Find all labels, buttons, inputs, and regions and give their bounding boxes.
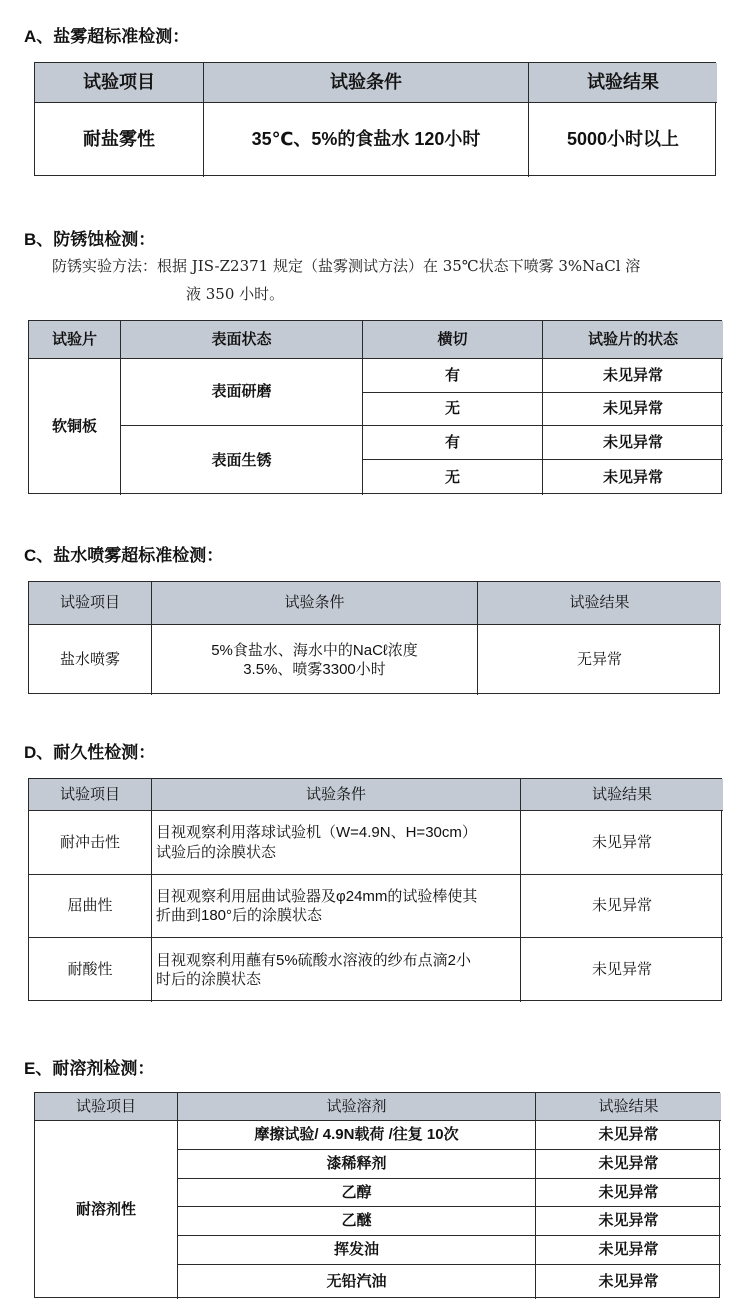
section-c-heading: C、盐水喷雾超标准检测： bbox=[24, 546, 224, 565]
salt-spray-table bbox=[28, 581, 720, 694]
test-method-description-cont: 液 350 小时。 bbox=[186, 285, 285, 303]
table-cell: 未见异常 bbox=[536, 1150, 721, 1179]
table-cell: 未见异常 bbox=[602, 468, 663, 486]
table-cell: 35℃、5%的食盐水 120小时 bbox=[204, 103, 529, 177]
table-cell: 无铅汽油 bbox=[178, 1265, 536, 1299]
table-cell: 耐冲击性 bbox=[29, 811, 152, 875]
condition-cell bbox=[152, 875, 521, 938]
table-header-cell: 试验结果 bbox=[478, 582, 721, 625]
table-cell: 无异常 bbox=[576, 651, 622, 669]
condition-cell bbox=[152, 938, 521, 1002]
table-cell: 未见异常 bbox=[543, 359, 723, 393]
table-header-cell: 试验项目 bbox=[35, 63, 204, 103]
section-d-heading: D、耐久性检测： bbox=[24, 743, 156, 762]
condition-line: 目视观察利用落球试验机（W=4.9N、H=30cm） bbox=[156, 824, 477, 841]
section-e-heading: E、耐溶剂检测： bbox=[24, 1059, 155, 1078]
table-header-cell: 试验条件 bbox=[152, 779, 521, 811]
table-header-cell: 试验片的状态 bbox=[543, 321, 723, 359]
table-cell: 屈曲性 bbox=[29, 875, 152, 938]
salt-fog-table bbox=[34, 62, 716, 176]
condition-line: 目视观察利用蘸有5%硫酸水溶液的纱布点滴2小 bbox=[156, 951, 472, 969]
table-cell: 未见异常 bbox=[591, 961, 652, 979]
condition-cell bbox=[152, 625, 478, 695]
condition-line: 3.5%、喷雾3300小时 bbox=[243, 661, 386, 678]
solvent-table bbox=[34, 1092, 720, 1298]
item-cell: 耐溶剂性 bbox=[35, 1121, 178, 1299]
table-header-cell: 试验项目 bbox=[29, 582, 152, 625]
section-a-heading: A、盐雾超标准检测： bbox=[24, 27, 190, 46]
test-method-description: 防锈实验方法：根据 JIS-Z2371 规定（盐雾测试方法）在 35℃状态下喷雾 3%NaCl 溶 bbox=[52, 257, 641, 275]
table-cell: 未见异常 bbox=[536, 1179, 721, 1207]
condition-line: 时后的涂膜状态 bbox=[156, 971, 262, 988]
table-cell: 未见异常 bbox=[598, 1273, 659, 1291]
table-cell: 耐盐雾性 bbox=[35, 103, 204, 177]
table-cell: 漆稀释剂 bbox=[178, 1150, 536, 1179]
table-cell: 无 bbox=[363, 460, 543, 495]
table-header-cell: 试验结果 bbox=[529, 63, 717, 103]
section-b-heading: B、防锈蚀检测： bbox=[24, 230, 156, 249]
table-header-cell: 表面状态 bbox=[121, 321, 363, 359]
rust-test-table bbox=[28, 320, 722, 494]
table-cell: 摩擦试验/ 4.9N载荷 /往复 10次 bbox=[178, 1121, 536, 1150]
table-cell: 未见异常 bbox=[521, 811, 723, 875]
table-cell: 无 bbox=[363, 393, 543, 426]
condition-line: 折曲到180°后的涂膜状态 bbox=[156, 907, 323, 924]
condition-line: 5%食盐水、海水中的NaCℓ浓度 bbox=[211, 641, 418, 659]
condition-line: 试验后的涂膜状态 bbox=[156, 843, 277, 861]
table-cell: 未见异常 bbox=[521, 875, 723, 938]
table-cell: 有 bbox=[363, 426, 543, 460]
table-cell: 未见异常 bbox=[543, 393, 723, 426]
table-cell: 乙醇 bbox=[178, 1179, 536, 1207]
table-header-cell: 试验结果 bbox=[521, 779, 723, 811]
table-cell: 乙醚 bbox=[178, 1207, 536, 1236]
table-cell: 未见异常 bbox=[536, 1207, 721, 1236]
table-cell: 5000小时以上 bbox=[566, 129, 680, 150]
table-cell: 未见异常 bbox=[536, 1121, 721, 1150]
table-cell: 挥发油 bbox=[178, 1236, 536, 1265]
table-header-cell: 试验项目 bbox=[35, 1093, 178, 1121]
condition-cell bbox=[152, 811, 521, 875]
surface-cell: 表面生锈 bbox=[121, 426, 363, 495]
table-cell: 有 bbox=[363, 359, 543, 393]
table-header-cell: 横切 bbox=[363, 321, 543, 359]
table-header-cell: 试验片 bbox=[29, 321, 121, 359]
table-header-cell: 试验条件 bbox=[152, 582, 478, 625]
table-header-cell: 试验条件 bbox=[204, 63, 529, 103]
condition-line: 目视观察利用屈曲试验器及φ24mm的试验棒使其 bbox=[156, 887, 478, 905]
table-cell: 耐酸性 bbox=[29, 938, 152, 1002]
table-cell: 未见异常 bbox=[536, 1236, 721, 1265]
table-cell: 未见异常 bbox=[543, 426, 723, 460]
table-header-cell: 试验项目 bbox=[29, 779, 152, 811]
table-cell: 盐水喷雾 bbox=[29, 625, 152, 695]
specimen-cell: 软铜板 bbox=[29, 359, 121, 495]
table-header-cell: 试验结果 bbox=[536, 1093, 721, 1121]
durability-table bbox=[28, 778, 722, 1001]
table-header-cell: 试验溶剂 bbox=[178, 1093, 536, 1121]
surface-cell: 表面研磨 bbox=[121, 359, 363, 426]
